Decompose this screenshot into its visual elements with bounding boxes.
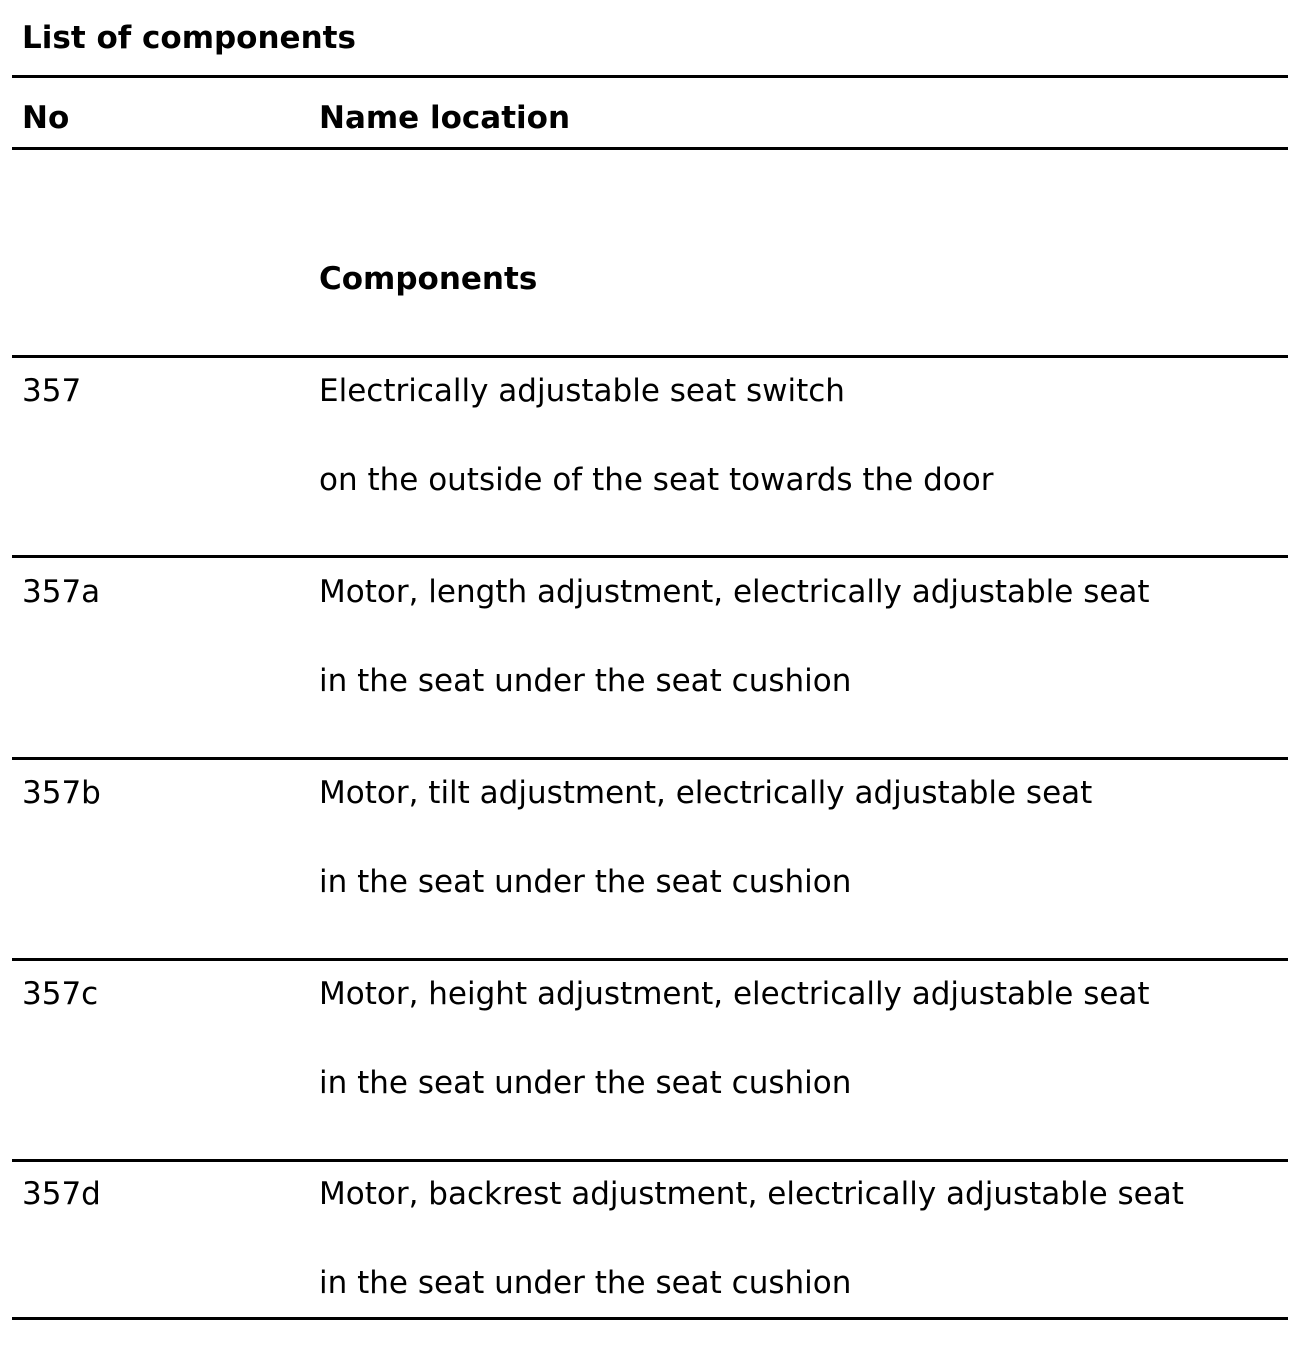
- page-title: List of components: [22, 20, 356, 56]
- row-number: 357c: [22, 976, 99, 1012]
- row-location: on the outside of the seat towards the door: [319, 462, 994, 498]
- table-row: [0, 760, 1312, 960]
- row-name: Motor, height adjustment, electrically adjustable seat: [319, 976, 1150, 1012]
- table-row: [0, 559, 1312, 759]
- row-number: 357d: [22, 1176, 101, 1212]
- section-label: Components: [319, 261, 538, 297]
- row-name: Motor, backrest adjustment, electrically adjustable seat: [319, 1176, 1184, 1212]
- rule-bottom: [12, 1317, 1288, 1320]
- row-number: 357a: [22, 574, 101, 610]
- table-row: [0, 358, 1312, 558]
- rule-header: [12, 147, 1288, 150]
- row-location: in the seat under the seat cushion: [319, 1265, 852, 1301]
- row-name: Electrically adjustable seat switch: [319, 373, 845, 409]
- row-number: 357b: [22, 775, 101, 811]
- column-header-name-location: Name location: [319, 100, 571, 136]
- row-location: in the seat under the seat cushion: [319, 864, 852, 900]
- table-row: [0, 1161, 1312, 1361]
- row-name: Motor, tilt adjustment, electrically adjustable seat: [319, 775, 1093, 811]
- rule-row-1: [12, 555, 1288, 558]
- row-location: in the seat under the seat cushion: [319, 663, 852, 699]
- rule-top: [12, 75, 1288, 78]
- row-number: 357: [22, 373, 82, 409]
- column-header-no: No: [22, 100, 70, 136]
- row-name: Motor, length adjustment, electrically adjustable seat: [319, 574, 1150, 610]
- table-row: [0, 961, 1312, 1161]
- row-location: in the seat under the seat cushion: [319, 1065, 852, 1101]
